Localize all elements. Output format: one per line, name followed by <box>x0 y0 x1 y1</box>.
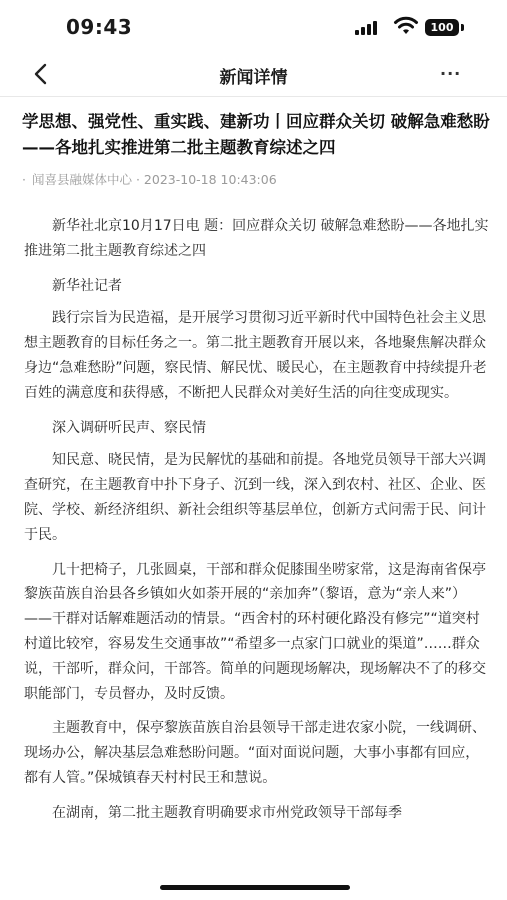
article-paragraph: 主题教育中，保亭黎族苗族自治县领导干部走进农家小院，一线调研、现场办公，解决基层急难愁盼问题。“面对面说问题，大事小事都有回应，都有人管。”保城镇春天村村民王和慧说。 <box>24 720 486 786</box>
nav-divider <box>0 96 507 97</box>
article-paragraph: 在湖南，第二批主题教育明确要求市州党政领导干部每季 <box>52 804 402 821</box>
status-bar <box>0 0 507 56</box>
article-paragraph: 新华社记者 <box>52 277 122 294</box>
page-title: 新闻详情 <box>219 68 288 88</box>
battery-tip <box>461 24 464 31</box>
signal-icon <box>355 21 385 35</box>
meta-dot-icon: · <box>22 172 26 187</box>
wifi-icon <box>393 16 419 36</box>
battery-icon: 100 <box>425 19 459 36</box>
article-source: 闻喜县融媒体中心 <box>31 172 132 187</box>
nav-bar <box>0 56 507 94</box>
article-subheading: 深入调研听民声、察民情 <box>52 419 206 436</box>
more-options-icon[interactable]: ··· <box>440 64 462 83</box>
article-paragraph: 践行宗旨为民造福，是开展学习贯彻习近平新时代中国特色社会主义思想主题教育的目标任务之一。第二批主题教育开展以来，各地聚焦解决群众身边“急难愁盼”问题，察民情、解民忧、暖民心，在主题教育中持续提升老百姓的满意度和获得感，不断把人民群众对美好生活的向往变成现实。 <box>24 310 487 401</box>
article-datetime: 2023-10-18 10:43:06 <box>143 172 277 187</box>
article-meta: · 闻喜县融媒体中心 · 2023-10-18 10:43:06 <box>22 172 277 187</box>
article-paragraph: 新华社北京10月17日电 题：回应群众关切 破解急难愁盼——各地扎实推进第二批主题教育综述之四 <box>24 218 489 259</box>
home-indicator[interactable] <box>160 885 350 890</box>
article-paragraph: 知民意、晓民情，是为民解忧的基础和前提。各地党员领导干部大兴调查研究，在主题教育中扑下身子、沉到一线，深入到农村、社区、企业、医院、学校、新经济组织、新社会组织等基层单位，创新方式问需于民、问计于民。 <box>24 452 486 543</box>
status-time: 09:43 <box>66 15 133 39</box>
article-title: 学思想、强党性、重实践、建新功丨回应群众关切 破解急难愁盼——各地扎实推进第二批主题教育综述之四 <box>22 112 490 157</box>
article-paragraph: 几十把椅子，几张圆桌，干部和群众促膝围坐唠家常，这是海南省保亭黎族苗族自治县各乡镇如火如荼开展的“亲加奔”（黎语，意为“亲人来”）——干群对话解难题活动的情景。“西舍村的环村硬化路没有修完”“道突村村道比较窄，容易发生交通事故”“希望多一点家门口就业的渠道”……群众说，干部听，群众问，干部答。简单的问题现场解决，现场解决不了的移交职能部门，专员督办，及时反馈。 <box>24 561 486 702</box>
article-body <box>24 214 490 836</box>
